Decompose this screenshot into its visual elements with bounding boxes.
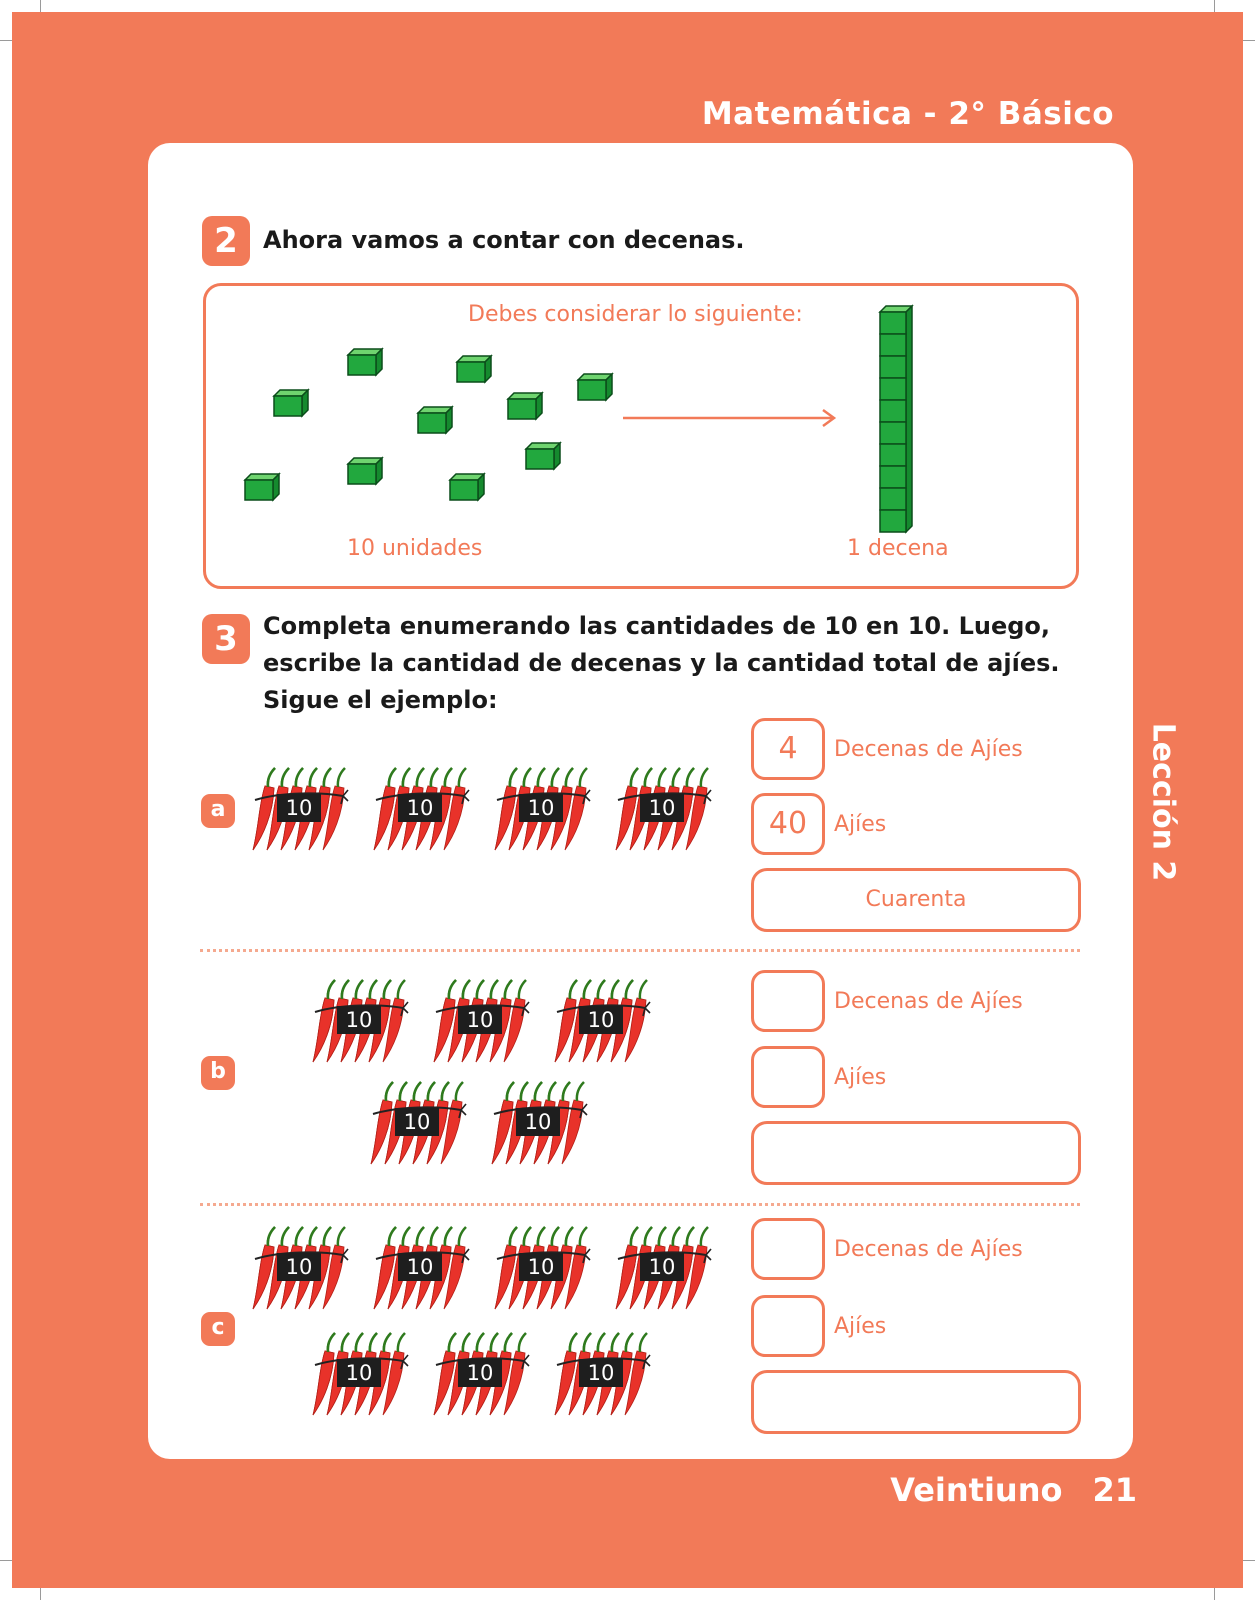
lesson-side-tab [1140,722,1186,882]
ten-cube-stack-icon [878,304,914,534]
bundle-tag-label: 10 [527,1255,555,1279]
tens-explanation-box [203,283,1079,589]
page-number-word: Veintiuno [890,1471,1063,1509]
bundle-tag-label: 10 [285,796,313,820]
item-a-ajies-box[interactable]: 40 [751,793,825,855]
arrow-right-icon [621,408,843,428]
bundle-tag-label: 10 [648,1255,676,1279]
item-b-decenas-box[interactable] [751,970,825,1032]
page-header-title: Matemática - 2° Básico [701,96,1114,132]
unit-cube-icon [524,441,562,471]
unit-cube-icon [455,354,493,384]
item-b-ajies-label: Ajíes [834,1065,887,1090]
explanation-note: Debes considerar lo siguiente: [468,302,803,327]
ten-units-caption: 10 unidades [347,536,483,561]
pepper-bundle-icon [432,1329,532,1421]
pepper-bundle-icon [493,764,593,856]
unit-cube-icon [243,472,281,502]
exercise-3-badge: 3 [202,614,250,664]
exercise-3-heading-line-3: Sigue el ejemplo: [263,686,498,714]
item-a-decenas-box[interactable]: 4 [751,718,825,780]
pepper-bundle-icon [553,976,653,1068]
exercise-3-heading-line-1: Completa enumerando las cantidades de 10 en 10. Luego, [263,612,1051,640]
pepper-bundle-icon [251,764,351,856]
unit-cube-icon [346,456,384,486]
item-c-badge: c [201,1312,235,1346]
item-c-ajies-box[interactable] [751,1295,825,1357]
bundle-tag-label: 10 [403,1110,431,1134]
pepper-bundle-icon [553,1329,653,1421]
unit-cube-icon [272,388,310,418]
item-a-ajies-label: Ajíes [834,812,887,837]
item-b-badge: b [201,1056,235,1090]
page-number: 21 [1092,1471,1137,1509]
bundle-tag-label: 10 [406,796,434,820]
item-c-word-box[interactable] [751,1370,1081,1434]
pepper-bundle-icon [614,1223,714,1315]
item-c-ajies-label: Ajíes [834,1314,887,1339]
unit-cube-icon [416,405,454,435]
exercise-2-heading: Ahora vamos a contar con decenas. [263,226,745,254]
bundle-tag-label: 10 [345,1008,373,1032]
page-footer [890,1471,1137,1509]
pepper-bundle-icon [614,764,714,856]
item-c-decenas-label: Decenas de Ajíes [834,1237,1023,1262]
pepper-bundle-icon [369,1078,469,1170]
bundle-tag-label: 10 [285,1255,313,1279]
unit-cube-icon [448,472,486,502]
item-a-decenas-label: Decenas de Ajíes [834,737,1023,762]
bundle-tag-label: 10 [587,1361,615,1385]
item-b-ajies-box[interactable] [751,1046,825,1108]
bundle-tag-label: 10 [466,1008,494,1032]
bundle-tag-label: 10 [345,1361,373,1385]
unit-cube-icon [576,372,614,402]
item-b-decenas-label: Decenas de Ajíes [834,989,1023,1014]
pepper-bundle-icon [311,976,411,1068]
item-c-decenas-box[interactable] [751,1218,825,1280]
pepper-bundle-icon [490,1078,590,1170]
bundle-tag-label: 10 [648,796,676,820]
pepper-bundle-icon [372,1223,472,1315]
pepper-bundle-icon [493,1223,593,1315]
item-a-badge: a [201,794,235,828]
one-ten-caption: 1 decena [847,536,949,561]
item-a-word-box[interactable]: Cuarenta [751,868,1081,932]
exercise-3-heading-line-2: escribe la cantidad de decenas y la cantidad total de ajíes. [263,649,1060,677]
pepper-bundle-icon [311,1329,411,1421]
dotted-divider [200,1203,1080,1206]
bundle-tag-label: 10 [466,1361,494,1385]
lesson-side-tab-label: Lección 2 [1145,722,1181,882]
item-b-word-box[interactable] [751,1121,1081,1185]
exercise-2-badge: 2 [202,216,250,266]
bundle-tag-label: 10 [527,796,555,820]
bundle-tag-label: 10 [524,1110,552,1134]
unit-cube-icon [506,391,544,421]
pepper-bundle-icon [372,764,472,856]
pepper-bundle-icon [251,1223,351,1315]
dotted-divider [200,949,1080,952]
bundle-tag-label: 10 [587,1008,615,1032]
unit-cube-icon [346,347,384,377]
pepper-bundle-icon [432,976,532,1068]
bundle-tag-label: 10 [406,1255,434,1279]
